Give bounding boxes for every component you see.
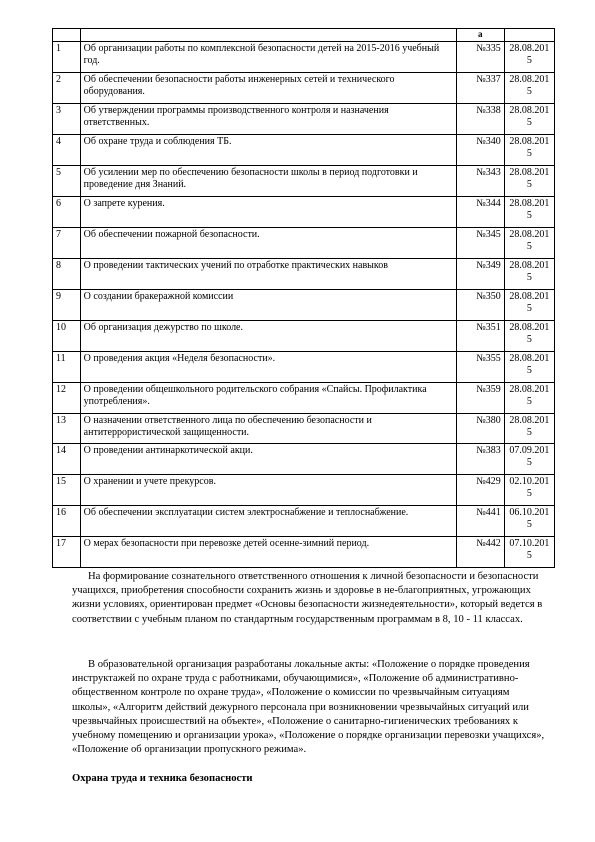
row-number-cell (53, 166, 81, 197)
order-number-text: №340 (476, 136, 501, 147)
order-title-cell (80, 383, 456, 414)
order-date-text: 28.08.2015 (509, 322, 550, 345)
row-number-cell (53, 475, 81, 506)
row-number-text: 4 (56, 136, 61, 147)
order-date-text: 28.08.2015 (509, 384, 550, 407)
order-date-cell (504, 537, 554, 568)
order-title-cell (80, 414, 456, 444)
order-title-cell (80, 73, 456, 104)
row-number-cell (53, 42, 81, 73)
order-title-cell (80, 321, 456, 352)
order-number-cell (456, 475, 504, 506)
row-number-text: 6 (56, 198, 61, 209)
order-title-cell (80, 42, 456, 73)
order-date-text: 02.10.2015 (509, 476, 550, 499)
order-title-cell (80, 352, 456, 383)
order-number-cell (456, 290, 504, 321)
row-number-text: 10 (56, 322, 66, 333)
order-date-text: 28.08.2015 (509, 105, 550, 128)
order-date-text: 28.08.2015 (509, 415, 550, 438)
table-row (53, 537, 555, 568)
table-row (53, 352, 555, 383)
order-title-text: Об охране труда и соблюдения ТБ. (83, 136, 232, 147)
row-number-text: 9 (56, 291, 61, 302)
order-number-cell (456, 104, 504, 135)
row-number-cell (53, 104, 81, 135)
row-number-text: 17 (56, 538, 66, 549)
row-number-cell (53, 228, 81, 259)
order-title-text: О мерах безопасности при перевозке детей осенне-зимний период. (83, 538, 370, 549)
header-cell: а (456, 29, 504, 42)
order-date-cell (504, 383, 554, 414)
row-number-text: 14 (56, 445, 66, 456)
paragraph-ob-zh (72, 570, 550, 627)
order-number-text: №351 (476, 322, 501, 333)
row-number-text: 8 (56, 260, 61, 271)
order-title-text: Об организация дежурство по школе. (83, 322, 243, 333)
order-date-cell (504, 290, 554, 321)
order-title-cell (80, 506, 456, 537)
order-date-cell (504, 73, 554, 104)
order-title-text: О назначении ответственного лица по обеспечению безопасности и антитеррористической защищенности. (83, 415, 372, 438)
order-title-text: О создании бракеражной комиссии (83, 291, 234, 302)
row-number-text: 5 (56, 167, 61, 178)
row-number-cell (53, 321, 81, 352)
order-title-cell (80, 537, 456, 568)
order-number-cell (456, 259, 504, 290)
table-row (53, 259, 555, 290)
table-row (53, 444, 555, 475)
order-date-text: 07.09.2015 (509, 445, 550, 468)
row-number-cell (53, 290, 81, 321)
order-date-cell (504, 228, 554, 259)
order-number-cell (456, 537, 504, 568)
paragraph-text: На формирование сознательного ответственного отношения к личной безопасности и безопасности учащихся, приобретения способности сохранить жизнь и здоровье в не-благоприятных, угрожающих жизни условиях, ориентирован предмет «Основы безопасности жизнедеятельности», который ведется в соответствии с учебным планом по стандартным государственным программам в 8, 10 - 11 классах. (72, 571, 543, 625)
order-title-text: О проведении тактических учений по отработке практических навыков (83, 260, 388, 271)
table-row (53, 197, 555, 228)
order-date-text: 28.08.2015 (509, 136, 550, 159)
table-row (53, 506, 555, 537)
row-number-cell (53, 135, 81, 166)
order-number-cell (456, 135, 504, 166)
order-title-cell (80, 444, 456, 475)
order-title-cell (80, 135, 456, 166)
order-number-text: №383 (476, 445, 501, 456)
order-date-text: 06.10.2015 (509, 507, 550, 530)
order-title-cell (80, 228, 456, 259)
order-title-cell (80, 475, 456, 506)
order-title-text: Об обеспечении безопасности работы инженерных сетей и технического оборудования. (83, 74, 395, 97)
order-date-text: 28.08.2015 (509, 353, 550, 376)
paragraph-local-acts (72, 658, 550, 757)
order-date-text: 28.08.2015 (509, 291, 550, 314)
order-title-cell (80, 197, 456, 228)
row-number-text: 12 (56, 384, 66, 395)
order-number-cell (456, 42, 504, 73)
order-number-cell (456, 321, 504, 352)
order-date-cell (504, 104, 554, 135)
order-date-cell (504, 197, 554, 228)
order-number-text: №359 (476, 384, 501, 395)
order-date-cell (504, 506, 554, 537)
order-date-cell (504, 166, 554, 197)
order-number-cell (456, 228, 504, 259)
table-row (53, 321, 555, 352)
order-date-text: 07.10.2015 (509, 538, 550, 561)
order-title-text: О проведения акция «Неделя безопасности». (83, 353, 276, 364)
table-row (53, 475, 555, 506)
order-title-text: О хранении и учете прекурсов. (83, 476, 216, 487)
order-title-text: Об организации работы по комплексной безопасности детей на 2015-2016 учебный год. (83, 43, 440, 66)
row-number-cell (53, 73, 81, 104)
order-date-text: 28.08.2015 (509, 74, 550, 97)
order-number-text: №355 (476, 353, 501, 364)
order-title-text: Об утверждении программы производственного контроля и назначения ответственных. (83, 105, 389, 128)
row-number-cell (53, 537, 81, 568)
table-row (53, 135, 555, 166)
row-number-text: 7 (56, 229, 61, 240)
table-row (53, 42, 555, 73)
header-cell (80, 29, 456, 42)
row-number-text: 1 (56, 43, 61, 54)
order-date-cell (504, 42, 554, 73)
order-number-cell (456, 73, 504, 104)
row-number-text: 16 (56, 507, 66, 518)
order-date-text: 28.08.2015 (509, 167, 550, 190)
order-number-text: №349 (476, 260, 501, 271)
order-number-text: №335 (476, 43, 501, 54)
row-number-cell (53, 444, 81, 475)
order-title-cell (80, 166, 456, 197)
row-number-cell (53, 259, 81, 290)
order-number-cell (456, 506, 504, 537)
row-number-text: 2 (56, 74, 61, 85)
table-row (53, 73, 555, 104)
order-title-text: О запрете курения. (83, 198, 165, 209)
order-title-text: О проведении общешкольного родительского собрания «Спайсы. Профилактика употребления». (83, 384, 427, 407)
order-date-text: 28.08.2015 (509, 43, 550, 66)
order-title-text: Об обеспечении пожарной безопасности. (83, 229, 260, 240)
order-number-text: №343 (476, 167, 501, 178)
row-number-text: 3 (56, 105, 61, 116)
order-number-text: №429 (476, 476, 501, 487)
order-date-text: 28.08.2015 (509, 229, 550, 252)
order-number-text: №338 (476, 105, 501, 116)
row-number-cell (53, 506, 81, 537)
paragraph-text: В образовательной организация разработаны локальные акты: «Положение о порядке проведения инструктажей по охране труда с работниками, обучающимися», «Положение об административно-общественном контроле по охране труда», «Положение о комиссии по чрезвычайным ситуациям школы», «Алгоритм действий дежурного персонала при возникновении чрезвычайных ситуаций или чрезвычайных происшествий на объекте», «Положение о санитарно-гигиенических требованиях к учебному помещению и организации урока», «Положение о порядке организации перевозки учащихся», «Положение об организации пропускного режима». (72, 659, 545, 756)
table-row (53, 166, 555, 197)
order-number-cell (456, 383, 504, 414)
row-number-cell (53, 414, 81, 444)
order-number-cell (456, 197, 504, 228)
order-date-cell (504, 475, 554, 506)
order-title-text: Об усилении мер по обеспечению безопасности школы в период подготовки и проведение дня Знаний. (83, 167, 418, 190)
orders-table (52, 28, 555, 568)
order-title-text: О проведении антинаркотической акци. (83, 445, 253, 456)
order-number-text: №345 (476, 229, 501, 240)
table-header-row (53, 29, 555, 42)
order-date-cell (504, 414, 554, 444)
order-date-cell (504, 135, 554, 166)
table-row (53, 414, 555, 444)
table-row (53, 383, 555, 414)
table-row (53, 104, 555, 135)
order-number-cell (456, 352, 504, 383)
order-date-cell (504, 259, 554, 290)
row-number-text: 11 (56, 353, 66, 364)
order-title-cell (80, 290, 456, 321)
header-cell (53, 29, 81, 42)
order-date-cell (504, 321, 554, 352)
order-title-cell (80, 259, 456, 290)
order-title-cell (80, 104, 456, 135)
row-number-cell (53, 383, 81, 414)
order-date-text: 28.08.2015 (509, 198, 550, 221)
order-date-cell (504, 352, 554, 383)
order-date-text: 28.08.2015 (509, 260, 550, 283)
row-number-text: 15 (56, 476, 66, 487)
order-number-text: №380 (476, 415, 501, 426)
order-number-text: №442 (476, 538, 501, 549)
row-number-cell (53, 197, 81, 228)
order-date-cell (504, 444, 554, 475)
order-title-text: Об обеспечении эксплуатации систем электроснабжение и теплоснабжение. (83, 507, 409, 518)
header-cell (504, 29, 554, 42)
order-number-text: №337 (476, 74, 501, 85)
order-number-text: №344 (476, 198, 501, 209)
order-number-cell (456, 166, 504, 197)
row-number-text: 13 (56, 415, 66, 426)
section-heading: Охрана труда и техника безопасности (72, 773, 253, 784)
order-number-text: №350 (476, 291, 501, 302)
order-number-cell (456, 444, 504, 475)
order-number-text: №441 (476, 507, 501, 518)
table-row (53, 228, 555, 259)
order-number-cell (456, 414, 504, 444)
table-row (53, 290, 555, 321)
row-number-cell (53, 352, 81, 383)
